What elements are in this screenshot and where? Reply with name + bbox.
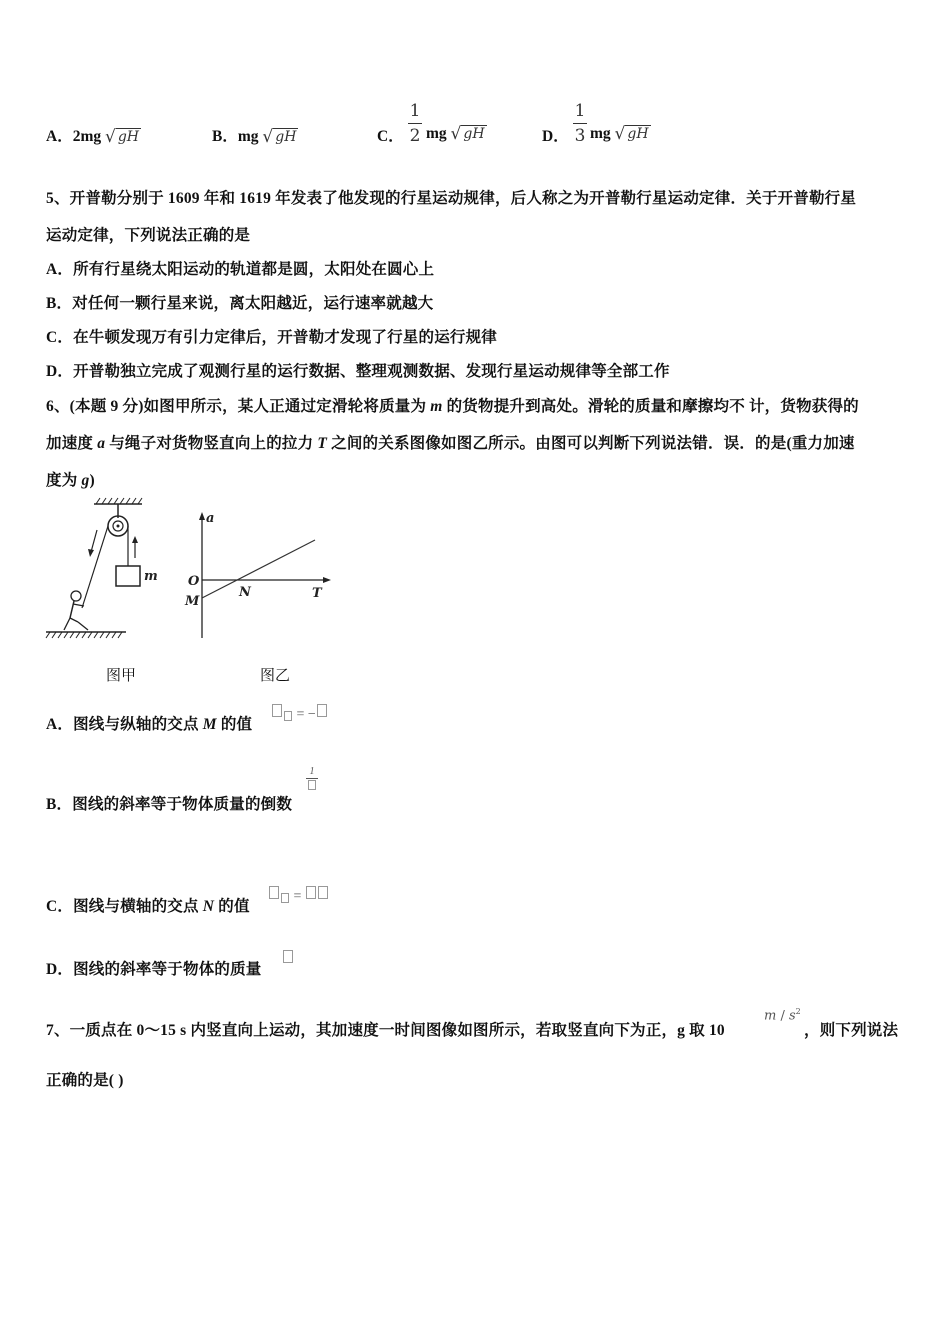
q4-option-b [212,124,298,147]
q4-option-d-fraction [573,101,587,146]
placeholder-glyph [317,704,327,717]
q6-option-a-text: A．图线与纵轴的交点 [46,716,203,733]
q6-stem-line2-a: 加速度 [46,435,98,452]
q6-stem-line1-a: 6、(本题 9 分)如图甲所示，某人正通过定滑轮将质量为 [46,398,431,415]
q5-option-a: A．所有行星绕太阳运动的轨道都是圆，太阳处在圆心上 [46,261,435,278]
q4-option-d-sqrt: √ gH [614,124,649,144]
q5-stem-line2: 运动定律，下列说法正确的是 [46,227,251,244]
q6-option-c-text: C．图线与横轴的交点 [46,898,203,915]
q5-option-b: B．对任何一颗行星来说，离太阳越近，运行速率就越大 [46,295,434,312]
q7-stem-line1-a: 7、一质点在 0～15 s 内竖直向上运动，其加速度一时间图像如图所示，若取竖直向下为正，g 取 10 [46,1022,725,1039]
q7-stem-line1 [46,1018,725,1040]
q7-stem-line1-b: ，则下列说法 [804,1022,899,1039]
q6-stem-line3 [46,468,95,490]
q6-option-a-M: M [202,716,217,733]
q7-unit-m: m [764,1008,777,1024]
q5-option-d: D．开普勒独立完成了观测行星的运行数据、整理观测数据、发现行星运动规律等全部工作 [46,363,670,380]
q4-option-b-coef: mg [237,128,259,145]
q4-option-c-coef: mg [426,125,447,142]
q6-option-d-formula [282,950,294,969]
q6-stem-line2-c: 之间的关系图像如图乙所示。由图可以判断下列说法错．误．的是(重力加速 [327,435,855,452]
q4-option-d-num: 1 [574,101,586,121]
q4-option-c-fraction [408,101,422,146]
q4-option-c-label: C． [377,128,404,145]
q6-stem-line2 [46,431,855,453]
q6-option-c-tail: 的值 [214,898,250,915]
fig2-label-T: T [312,586,322,601]
q4-option-b-label: B． [212,128,238,145]
placeholder-glyph [318,886,328,899]
q7-unit-slash: / [780,1008,785,1024]
q4-option-d-den: 3 [574,126,586,146]
q6-option-a-tail: 的值 [216,716,253,733]
q6-option-a [46,712,252,734]
placeholder-glyph [284,711,292,721]
q6-stem-m: m [430,398,443,415]
q6-option-b-fraction [306,766,318,794]
q4-option-b-radicand: gH [275,129,297,145]
q6-figure-graph [180,504,340,644]
q4-option-d-coef: mg [590,125,611,142]
q4-option-a-label: A． [46,128,73,145]
placeholder-glyph [281,893,289,903]
q7-unit-exp: 2 [795,1007,801,1016]
graph-line [202,540,315,598]
fig1-mass-label: m [144,569,158,584]
q6-option-c-eq: = [293,889,302,904]
q4-option-d [542,124,569,146]
q5-stem-line1: 5、开普勒分别于 1609 年和 1619 年发表了他发现的行星运动规律，后人称之为开普勒行星运动定律．关于开普勒行星 [46,190,857,207]
q6-stem-T: T [317,435,328,452]
fig2-label-O: O [188,574,200,589]
q4-option-c-rest [426,124,487,144]
q5-option-c: C．在牛顿发现万有引力定律后，开普勒才发现了行星的运行规律 [46,329,497,346]
q6-option-a-formula [271,704,328,723]
q4-option-c-sqrt: √ gH [450,124,485,144]
q6-option-c [46,894,250,916]
fig2-label-M: M [185,594,200,609]
q4-option-c [377,124,404,146]
q6-option-b-num: 1 [309,766,315,777]
q6-option-a-eq: = − [296,707,316,722]
q7-unit [764,1007,801,1023]
q4-option-a-coef: 2mg [72,128,102,145]
q6-figure-pulley [44,496,158,644]
q6-stem-line1-b: 的货物提升到高处。滑轮的质量和摩擦均不 计，货物获得的 [442,398,859,415]
q4-option-c-num: 1 [409,101,421,121]
q4-option-a [46,124,141,147]
placeholder-glyph [269,886,279,899]
fig2-label-a: a [206,511,215,526]
placeholder-glyph [308,780,316,790]
q7-unit-s: s [789,1008,796,1024]
q6-stem-line3-b: ) [89,472,95,489]
q4-option-d-rest [590,124,651,144]
q4-option-c-den: 2 [409,126,421,146]
cargo-block [116,566,140,586]
q4-option-a-radicand: gH [117,129,140,145]
q4-option-c-radicand: gH [463,126,485,142]
q7-stem-line2: 正确的是( ) [46,1072,124,1089]
q4-option-d-radicand: gH [627,126,649,142]
q6-stem-line3-a: 度为 [46,472,82,489]
q6-stem-g: g [81,472,90,489]
placeholder-glyph [306,886,316,899]
placeholder-glyph [272,704,282,717]
fig1-caption: 图甲 [106,668,137,684]
q4-option-d-label: D． [542,128,569,145]
q6-stem-a: a [97,435,106,452]
q4-option-a-sqrt: √ gH [105,127,140,147]
q6-stem-line1 [46,394,859,416]
q6-option-c-formula [268,886,329,905]
q6-option-d: D．图线的斜率等于物体的质量 [46,961,262,978]
fig2-label-N: N [239,585,251,600]
q6-stem-line2-b: 与绳子对货物竖直向上的拉力 [105,435,318,452]
q4-option-b-sqrt: √ gH [262,127,297,147]
q6-option-c-N: N [202,898,215,915]
q6-option-b: B．图线的斜率等于物体质量的倒数 [46,796,293,813]
placeholder-glyph [283,950,293,963]
fig2-caption: 图乙 [260,668,291,684]
